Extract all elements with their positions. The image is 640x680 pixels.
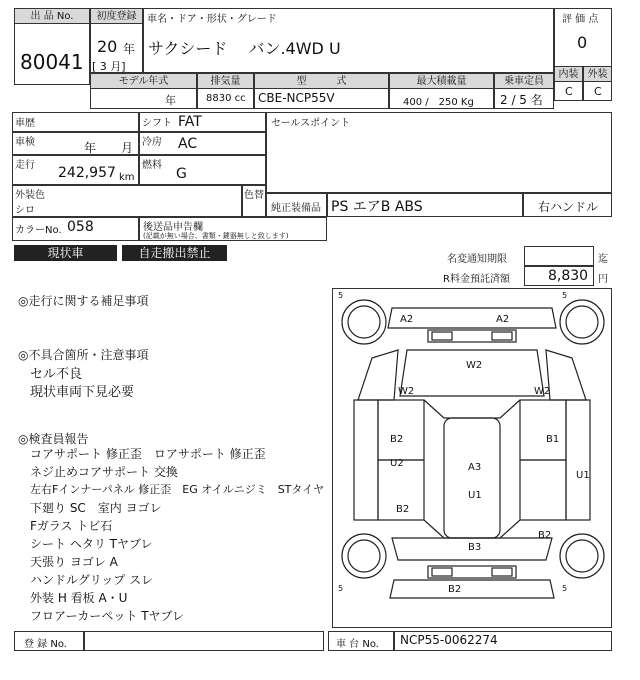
drive-note-label: ◎走行に関する補足事項 [18, 294, 149, 308]
fuel-value: G [176, 166, 187, 182]
interior-grade: C [565, 85, 573, 98]
history-label: 車歴 [15, 118, 35, 129]
recolor-label: 色替 [244, 190, 264, 201]
inspection-label: 車検 [15, 137, 35, 148]
model-year-unit: 年 [165, 94, 176, 107]
hood [400, 350, 544, 396]
model-year-box [90, 88, 197, 109]
body-right [566, 400, 590, 520]
ext-color-value: シロ [15, 205, 35, 216]
inspector-line: Fガラス トビ石 [30, 519, 113, 533]
sales-point-label: セールスポイント [271, 118, 351, 129]
color-no-value: 058 [67, 219, 94, 235]
rear-bumper [390, 580, 554, 598]
equipment-label: 純正装備品 [271, 203, 321, 214]
defect-line: 現状車両下見必要 [30, 385, 135, 400]
color-no-label: カラーNo. [15, 225, 62, 236]
chassis-label: 車 台 No. [336, 639, 379, 650]
reg-month: [ 3 月] [92, 60, 126, 73]
rear-door-right [520, 460, 566, 520]
inspection-year-unit: 年 [84, 141, 97, 155]
car-condition-diagram [332, 288, 612, 628]
door-right [520, 400, 566, 460]
aftermarket-note: (記載が無い場合、書類・鍵器無しと致します) [143, 232, 289, 240]
mark-fender-left: W2 [398, 386, 415, 397]
reg-no-box [84, 631, 324, 651]
defects-label: ◎不具合箇所・注意事項 [18, 348, 149, 362]
mileage-label: 走行 [15, 160, 35, 171]
inspection-month-unit: 月 [121, 141, 134, 155]
inspector-line: 左右Fインナーパネル 修正歪 EG オイルニジミ STタイヤ [30, 483, 325, 496]
mileage-unit: km [119, 172, 135, 183]
lot-number: 80041 [20, 50, 84, 74]
displacement-value: 8830 cc [206, 93, 246, 104]
mileage-value: 242,957 [58, 165, 116, 181]
inspector-line: シート ヘタリ Tヤブレ [30, 537, 153, 551]
fender-right [546, 350, 586, 400]
type-value: CBE-NCP55V [258, 91, 335, 105]
mark-sill-left: U2 [390, 458, 404, 469]
score-label: 評 価 点 [562, 14, 599, 25]
model-year-label: モデル年式 [90, 73, 197, 89]
tread-rr: 5 [562, 584, 568, 593]
exterior-grade: C [594, 85, 602, 98]
inspector-line: 外装 H 看板 A・U [30, 591, 128, 605]
name-change-box [524, 246, 594, 266]
name-change-unit: 迄 [598, 254, 608, 265]
fuel-label: 燃料 [142, 160, 162, 171]
shift-label: シフト [142, 118, 172, 129]
first-reg-label: 初度登録 [90, 8, 143, 24]
load-value: 400 / 250 Kg [403, 97, 474, 108]
body-left [354, 400, 378, 520]
recycle-value: 8,830 [548, 268, 589, 284]
inspector-line: フロアーカーペット Tヤブレ [30, 609, 185, 623]
ext-color-box [12, 185, 242, 217]
name-change-label: 名変通知期限 [447, 254, 507, 265]
aircon-label: 冷房 [142, 137, 162, 148]
diagram-frame [333, 289, 612, 628]
tread-rl: 5 [338, 584, 344, 593]
mark-hood: W2 [466, 360, 483, 371]
inspector-line: ハンドルグリップ スレ [30, 573, 154, 587]
mark-fender-right: W2 [534, 386, 551, 397]
mark-side-right: U1 [576, 470, 590, 481]
inspector-line: ネジ止めコアサポート 交換 [30, 465, 178, 479]
reg-year-unit: 年 [123, 42, 136, 56]
inspector-line: 下廻り SC 室内 ヨゴレ [30, 501, 162, 515]
capacity-label: 乗車定員 [494, 73, 554, 89]
mark-rear-bumper: B2 [448, 584, 462, 595]
mark-roof-2: U1 [468, 490, 482, 501]
load-label: 最大積載量 [389, 73, 494, 89]
fender-left [358, 350, 398, 400]
tread-fl: 5 [338, 291, 344, 300]
wheel-fl [342, 300, 386, 344]
as-is-badge: 現状車 [14, 245, 117, 261]
defect-line: セル不良 [30, 367, 83, 382]
no-drive-badge: 自走搬出禁止 [122, 245, 227, 261]
equipment-value: PS エアB ABS [331, 199, 423, 215]
roof [444, 418, 500, 538]
reg-year: 20 [97, 37, 118, 56]
interior-label: 内装 [554, 66, 583, 82]
mark-door-left: B2 [390, 434, 404, 445]
mark-front-bumper-right: A2 [496, 314, 510, 325]
tread-fr: 5 [562, 291, 568, 300]
mark-tailgate: B3 [468, 542, 482, 553]
aircon-value: AC [178, 136, 198, 152]
mark-front-bumper-left: A2 [400, 314, 414, 325]
mark-door-right: B1 [546, 434, 560, 445]
mark-rear-right: B2 [538, 530, 552, 541]
capacity-value: 2 / 5 名 [500, 93, 543, 107]
reg-no-label: 登 録 No. [24, 639, 67, 650]
mark-roof: A3 [468, 462, 482, 473]
car-name: サクシード バン.4WD U [148, 39, 341, 58]
chassis-no: NCP55-0062274 [400, 633, 498, 647]
ext-color-label: 外装色 [15, 190, 45, 201]
lot-label: 出 品 No. [14, 8, 90, 24]
mark-rear-left: B2 [396, 504, 410, 515]
shift-value: FAT [178, 114, 202, 130]
inspector-line: 天張り ヨゴレ A [30, 555, 118, 569]
recycle-unit: 円 [598, 274, 608, 285]
recycle-label: R料金預託済額 [443, 274, 510, 285]
type-label: 型 式 [254, 73, 389, 89]
aftermarket-label: 後送品申告欄 [143, 222, 203, 233]
door-left [378, 400, 424, 460]
exterior-label: 外装 [583, 66, 612, 82]
inspector-line: コアサポート 修正歪 ロアサポート 修正歪 [30, 447, 266, 461]
inspector-label: ◎検査員報告 [18, 432, 89, 446]
steering-value: 右ハンドル [538, 200, 599, 214]
score-value: 0 [577, 33, 588, 52]
displacement-label: 排気量 [197, 73, 254, 89]
car-label: 車名・ドア・形状・グレード [147, 14, 277, 25]
